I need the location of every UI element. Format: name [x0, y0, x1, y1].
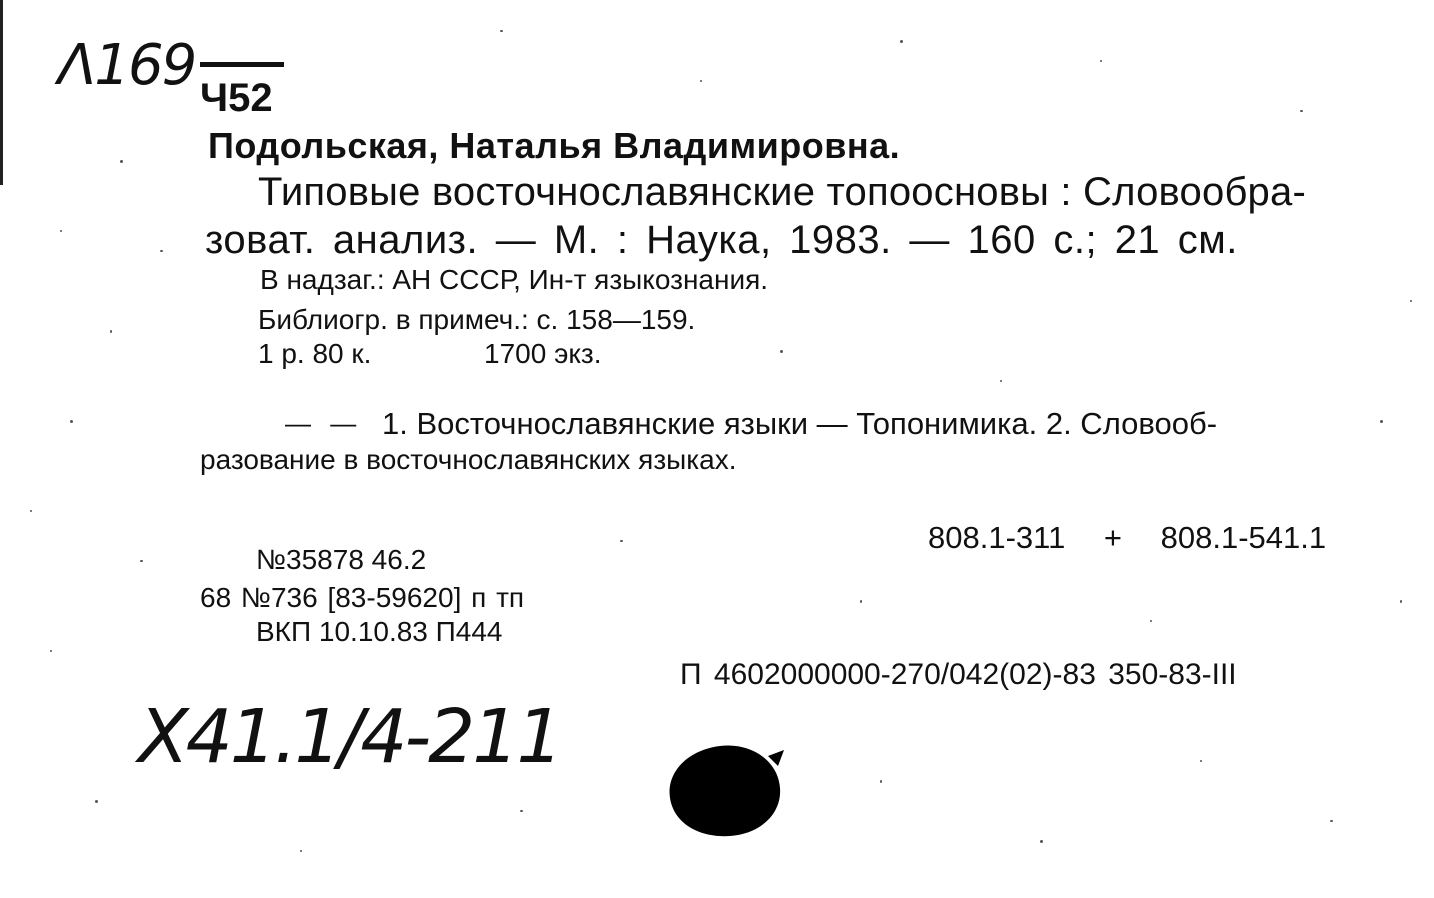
subjects-line-1: 1. Восточнославянские языки — Топонимика. 2. Словооб-	[382, 406, 1218, 441]
accession-line-2: 68 №736 [83-59620] п тп	[200, 582, 525, 613]
price: 1 р. 80 к.	[258, 338, 372, 369]
fraction-bar	[200, 62, 284, 67]
fraction-denominator: Ч52	[200, 76, 273, 120]
note-header: В надзаг.: АН СССР, Ин-т языкознания.	[260, 264, 769, 295]
title-line-1: Типовые восточнославянские топоосновы : Словообра-	[258, 170, 1306, 214]
note-bibliography: Библиогр. в примеч.: с. 158—159.	[258, 304, 696, 335]
subjects-line-2: разование в восточнославянских языках.	[200, 444, 737, 475]
ink-blot-hole	[660, 736, 790, 846]
title-line-2: зоват. анализ. — М. : Наука, 1983. — 160 с.; 21 см.	[205, 218, 1238, 262]
card-edge	[0, 0, 3, 185]
print-run: 1700 экз.	[484, 338, 602, 369]
shelfmark-handwritten: Λ169	[58, 33, 196, 98]
subject-mark: — —	[285, 408, 363, 438]
imprint-code: П 4602000000-270/042(02)-83 350-83-III	[680, 658, 1237, 691]
accession-line-1: №35878 46.2	[256, 544, 427, 575]
author-heading: Подольская, Наталья Владимировна.	[208, 125, 901, 166]
accession-line-3: ВКП 10.10.83 П444	[256, 616, 503, 647]
handwritten-classification: Х41.1/4-211	[138, 694, 561, 780]
classification-codes: 808.1-311 + 808.1-541.1	[928, 520, 1327, 555]
